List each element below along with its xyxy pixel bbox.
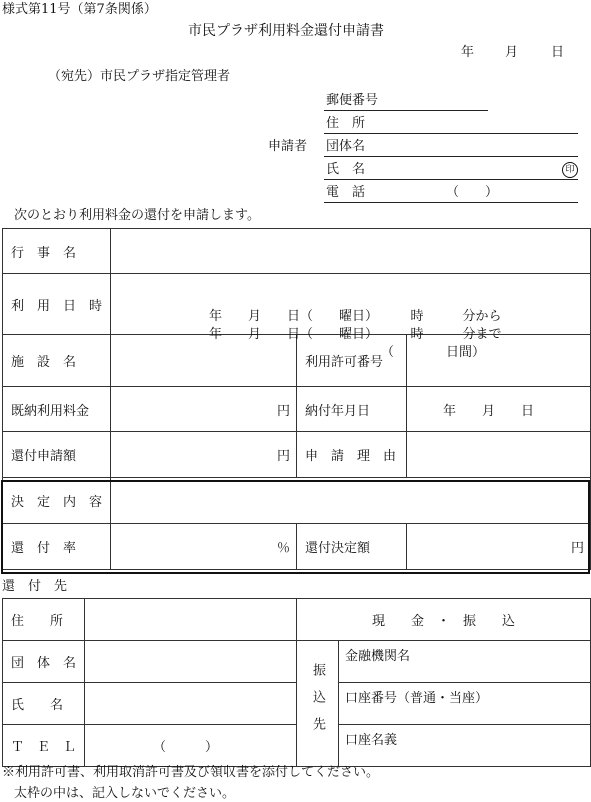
dest-name-label: 氏 名: [3, 683, 85, 725]
usage-line-to: 年 月 日（ 曜日） 時 分まで: [209, 327, 502, 342]
usage-line-from: 年 月 日（ 曜日） 時 分から: [209, 309, 502, 324]
refund-request-label: 還付申請額: [3, 432, 111, 478]
event-name-label: 行 事 名: [3, 229, 111, 274]
intro-text: 次のとおり利用料金の還付を申請します。: [14, 208, 260, 223]
transfer-dest-label: 振込先: [297, 641, 339, 767]
dest-name-field[interactable]: [85, 683, 297, 725]
dest-tel-label: Ｔ Ｅ Ｌ: [3, 725, 85, 767]
facility-name-field[interactable]: [111, 335, 297, 387]
date-month-label: 月: [505, 45, 519, 60]
account-holder-label: 口座名義: [345, 733, 398, 748]
dest-address-label: 住 所: [3, 599, 85, 641]
event-name-field[interactable]: [111, 229, 591, 274]
paid-fee-yen: 円: [276, 403, 290, 419]
table-row: [3, 274, 591, 335]
refund-dest-table: [2, 598, 591, 767]
applicant-phone-label: 電 話: [326, 185, 366, 200]
refund-dest-heading: 還 付 先: [2, 579, 68, 594]
account-number-label: 口座番号（普通・当座）: [345, 691, 489, 706]
cash-transfer-option[interactable]: 現 金 ・ 振 込: [297, 599, 591, 641]
dest-tel-paren: （ ）: [153, 740, 219, 755]
payment-date-field[interactable]: [407, 387, 591, 432]
table-row: [3, 229, 591, 274]
request-reason-label: 申 請 理 由: [297, 432, 407, 478]
payment-date-value: 年 月 日: [443, 403, 535, 419]
applicant-phone-paren: （ ）: [446, 185, 499, 200]
permit-number-label: 利用許可番号: [297, 335, 407, 387]
paid-fee-field[interactable]: [111, 387, 297, 432]
date-day-label: 日: [551, 45, 565, 60]
permit-number-field[interactable]: [407, 335, 591, 387]
table-row: [3, 478, 591, 524]
main-table: [2, 228, 591, 570]
decision-label: 決 定 内 容: [3, 478, 111, 524]
refund-request-yen: 円: [276, 449, 290, 464]
payment-date-label: 納付年月日: [297, 387, 407, 432]
account-holder-field[interactable]: [339, 725, 591, 767]
table-row: [3, 387, 591, 432]
table-row: [3, 641, 591, 683]
applicant-group-label: 団体名: [326, 139, 366, 154]
dest-tel-field[interactable]: [85, 725, 297, 767]
applicant-address-label: 住 所: [326, 116, 366, 131]
refund-rate-field: [111, 524, 297, 570]
table-row: [3, 335, 591, 387]
applicant-name-line[interactable]: [324, 179, 578, 180]
applicant-address-line[interactable]: [324, 133, 578, 134]
usage-days: （ 日間）: [381, 345, 486, 360]
decision-field: [111, 478, 591, 524]
seal-icon: 印: [562, 162, 578, 178]
form-number: 様式第11号（第7条関係）: [2, 2, 157, 17]
usage-datetime-label: 利 用 日 時: [3, 274, 111, 335]
bank-name-field[interactable]: [339, 641, 591, 683]
addressee: （宛先）市民プラザ指定管理者: [48, 69, 231, 84]
form-title: 市民プラザ利用料金還付申請書: [188, 23, 384, 39]
applicant-label: 申請者: [268, 139, 308, 154]
dest-address-field[interactable]: [85, 599, 297, 641]
postal-code-label: 郵便番号: [326, 93, 379, 108]
applicant-group-line[interactable]: [324, 156, 578, 157]
bank-name-label: 金融機関名: [345, 649, 411, 664]
usage-datetime-field[interactable]: [111, 274, 591, 360]
attachment-note: ※利用許可書、利用取消許可書及び領収書を添付してください。: [2, 765, 380, 780]
refund-rate-label: 還 付 率: [3, 524, 111, 570]
thick-frame-note: 太枠の中は、記入しないでください。: [14, 786, 236, 801]
table-row: [3, 599, 591, 641]
refund-decided-field: [407, 524, 591, 570]
refund-decided-label: 還付決定額: [297, 524, 407, 570]
refund-request-field[interactable]: [111, 432, 297, 478]
paid-fee-label: 既納利用料金: [3, 387, 111, 432]
table-row: [3, 432, 591, 478]
dest-group-field[interactable]: [85, 641, 297, 683]
applicant-phone-line[interactable]: [324, 202, 578, 203]
refund-decided-yen: 円: [571, 541, 585, 556]
dest-group-label: 団 体 名: [3, 641, 85, 683]
refund-rate-percent: ％: [276, 541, 290, 556]
postal-code-line[interactable]: [324, 110, 488, 111]
request-reason-field[interactable]: [407, 432, 591, 478]
applicant-name-label: 氏 名: [326, 162, 366, 177]
date-year-label: 年: [461, 45, 475, 60]
facility-name-label: 施 設 名: [3, 335, 111, 387]
account-number-field[interactable]: [339, 683, 591, 725]
table-row: [3, 524, 591, 570]
